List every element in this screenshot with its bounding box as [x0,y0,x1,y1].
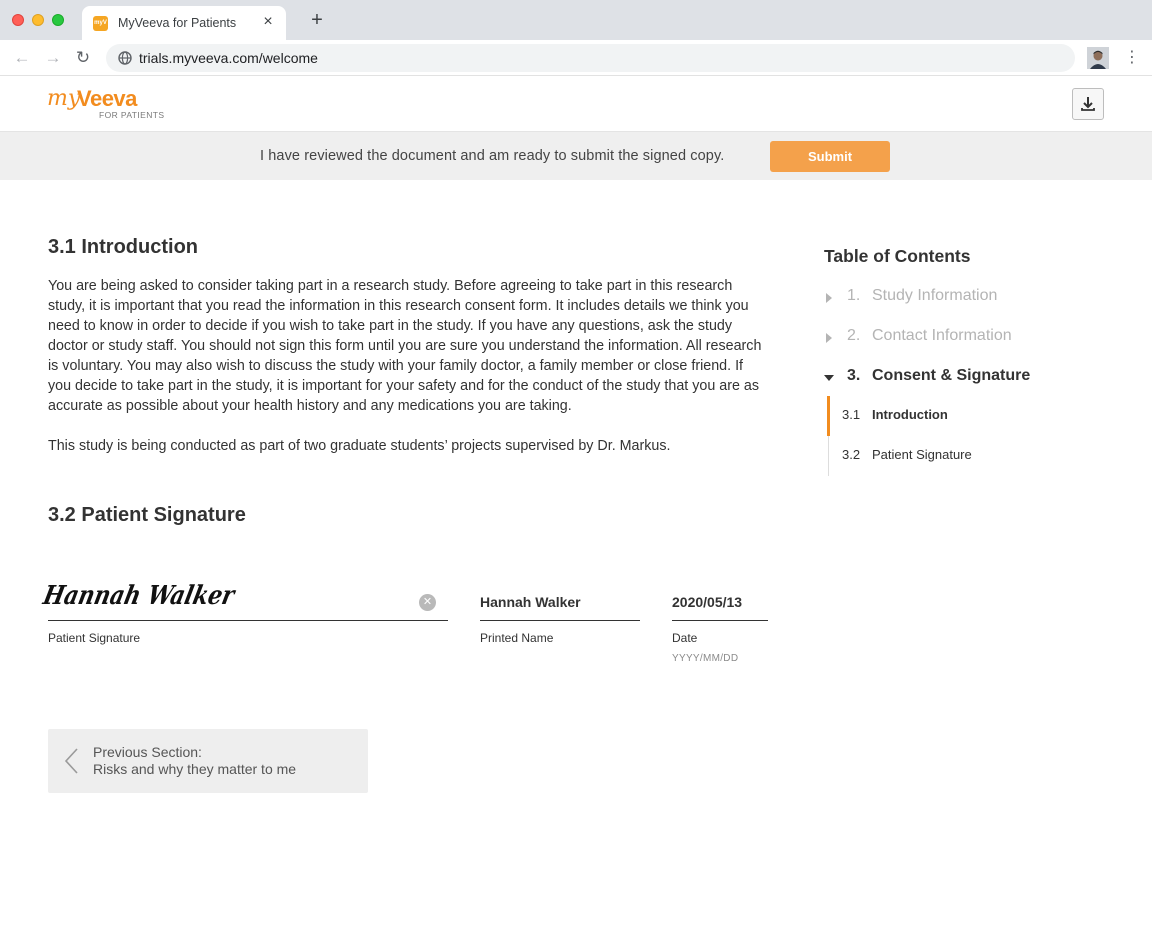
date-label: Date [672,631,698,645]
toc-item-number: 3. [847,367,861,384]
caret-right-icon [824,333,834,343]
caret-down-icon [824,373,834,383]
app-header [0,76,1152,132]
previous-section-label: Previous Section: [93,744,202,760]
printed-name-label: Printed Name [480,631,554,645]
signature-label: Patient Signature [48,631,141,645]
toc-subitem-number: 3.1 [842,407,861,422]
browser-tabstrip [0,0,1152,40]
banner-text: I have reviewed the document and am ready to submit the signed copy. [260,148,725,164]
forward-arrow-icon[interactable]: → [44,48,62,67]
browser-toolbar [0,40,1152,76]
download-button[interactable] [1072,88,1104,120]
date-format-hint: YYYY/MM/DD [672,653,739,664]
download-icon [1073,89,1103,119]
reload-icon[interactable]: ↻ [75,48,91,67]
supervision-paragraph: This study is being conducted as part of two graduate students’ projects supervised by Dr. Markus. [48,438,671,454]
previous-section-button[interactable] [48,729,368,793]
introduction-paragraph: You are being asked to consider taking part in a research study. Before agreeing to take part in this research study, it is important that you read the information in this research consent form. It includes details we think you need to know in order to decide if you wish to take part in the study. If you have any questions, ask the study doctor or study staff. You should not sign this form until you are sure you understand the information. All research is voluntary. You may also wish to discuss the study with your family doctor, a family member or close friend. If you decide to take part in the study, it is important for your safety and for the conduct of the study that you are as accurate as possible about your health history and any medications you are taking. [48,278,762,414]
myveeva-logo[interactable] [47,86,171,122]
previous-section-title: Risks and why they matter to me [93,761,297,777]
date-line [672,620,768,621]
printed-name-value[interactable]: Hannah Walker [480,594,581,610]
new-tab-icon[interactable]: + [311,9,323,31]
toc-active-indicator [827,396,830,436]
printed-name-line [480,620,640,621]
date-value[interactable]: 2020/05/13 [672,594,743,610]
clear-signature-icon[interactable]: ✕ [419,594,436,611]
browser-tab[interactable] [82,6,286,40]
handwritten-signature [40,576,273,616]
url-text: trials.myveeva.com/welcome [139,50,318,66]
logo-veeva: Veeva [77,86,137,111]
caret-right-icon [824,293,834,303]
back-arrow-icon[interactable]: ← [13,48,31,67]
toc-item-label: Contact Information [872,327,1012,344]
avatar-icon [1087,47,1109,69]
logo-subtitle: FOR PATIENTS [99,110,165,120]
submit-button[interactable]: Submit [770,141,890,172]
favicon-icon: myV [93,16,108,31]
signature-line [48,620,448,621]
signature-text: Hannah Walker [40,580,273,611]
toc-item-label: Study Information [872,287,998,304]
address-bar[interactable] [106,44,1075,72]
browser-menu-icon[interactable]: ⋮ [1124,49,1140,66]
zoom-window-button[interactable] [52,14,64,26]
profile-avatar[interactable] [1087,47,1109,69]
globe-icon [118,51,132,65]
logo-my: my [47,86,81,111]
toc-item-number: 1. [847,287,861,304]
close-window-button[interactable] [12,14,24,26]
toc-subitem-number: 3.2 [842,447,861,462]
toc-item-label: Consent & Signature [872,367,1031,384]
tab-title: MyVeeva for Patients [118,16,237,30]
introduction-heading: 3.1 Introduction [48,236,198,258]
toc-title: Table of Contents [824,246,971,266]
submit-banner [0,132,1152,180]
toc-subitem-label: Patient Signature [872,447,972,462]
chevron-left-icon [62,747,82,775]
close-tab-icon[interactable]: × [263,13,273,30]
toc-item-number: 2. [847,327,861,344]
patient-signature-heading: 3.2 Patient Signature [48,504,246,526]
toc-subitem-label: Introduction [872,407,948,422]
minimize-window-button[interactable] [32,14,44,26]
